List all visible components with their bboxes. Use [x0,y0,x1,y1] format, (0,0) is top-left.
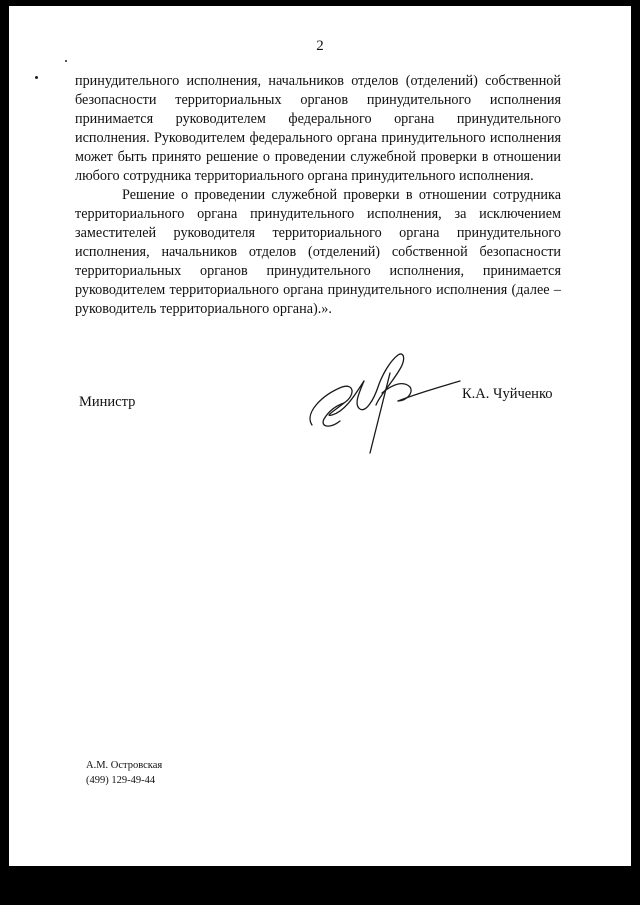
executor-name: А.М. Островская [86,760,163,771]
scan-speck [65,60,67,62]
executor-phone: (499) 129-49-44 [86,775,156,786]
scan-speck [35,76,38,79]
executor-contact [86,758,162,788]
body-text [75,72,561,319]
signer-name: К.А. Чуйченко [462,386,553,402]
handwritten-signature [294,343,464,463]
paragraph: принудительного исполнения, начальников отделов (отделений) собственной безопасности территориальных органов принудительного исполнения принимается руководителем федерального органа принудительного исполнения. Руководителем федерального органа принудительного исполнения может быть принято решение о проведении служебной проверки в отношении любого сотрудника территориального органа принудительного исполнения. [75,73,561,184]
document-page [9,6,631,866]
page-number: 2 [316,38,324,54]
signer-position: Министр [79,394,136,410]
paragraph: Решение о проведении служебной проверки в отношении сотрудника территориального органа принудительного исполнения, за исключением заместителей руководителя территориального органа принудительного исполнения, начальников отделов (отделений) собственной безопасности территориальных органов принудительного исполнения, принимается руководителем территориального органа принудительного исполнения (далее – руководитель территориального органа).». [75,187,561,317]
